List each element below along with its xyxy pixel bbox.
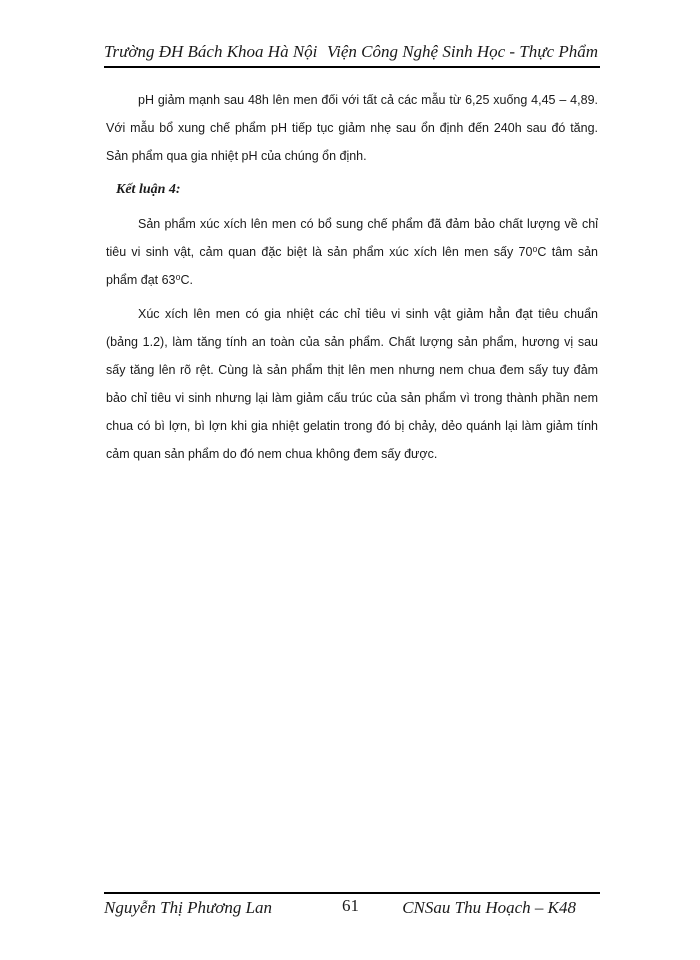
page-header <box>104 42 600 68</box>
page-number: 61 <box>342 896 359 915</box>
paragraph-conclusion-quality: Sản phẩm xúc xích lên men có bổ sung chế phẩm đã đảm bảo chất lượng về chỉ tiêu vi sinh vật, cảm quan đặc biệt là sản phẩm xúc xích lên men sấy 70⁰C tâm sản phẩm đạt 63⁰C. <box>106 217 598 287</box>
header-university: Trường ĐH Bách Khoa Hà Nội <box>104 42 318 61</box>
conclusion-heading: Kết luận 4: <box>116 182 181 197</box>
paragraph-conclusion-heating: Xúc xích lên men có gia nhiệt các chỉ tiêu vi sinh vật giảm hẳn đạt tiêu chuẩn (bảng 1.2), làm tăng tính an toàn của sản phẩm. Chất lượng sản phẩm, hương vị sau sấy tăng lên rõ rệt. Cùng là sản phẩm thịt lên men nhưng nem chua đem sấy tuy đảm bảo chỉ tiêu vi sinh nhưng lại làm giảm cấu trúc của sản phẩm vì trong thành phần nem chua có bì lợn, bì lợn khi gia nhiệt gelatin trong đó bị chảy, dẻo quánh lại làm giảm tính cảm quan sản phẩm do đó nem chua không đem sấy được. <box>106 307 598 461</box>
header-institute: Viện Công Nghệ Sinh Học - Thực Phẩm <box>326 42 598 61</box>
page-footer <box>104 892 600 924</box>
footer-author: Nguyễn Thị Phương Lan <box>104 898 273 917</box>
page-body <box>106 86 598 474</box>
footer-course: CNSau Thu Hoạch – K48 <box>402 898 576 917</box>
paragraph-ph-result: pH giảm mạnh sau 48h lên men đối với tất cả các mẫu từ 6,25 xuống 4,45 – 4,89. Với mẫu bổ xung chế phẩm pH tiếp tục giảm nhẹ sau ổn định đến 240h sau đó tăng. Sản phẩm qua gia nhiệt pH của chúng ổn định. <box>106 93 598 163</box>
